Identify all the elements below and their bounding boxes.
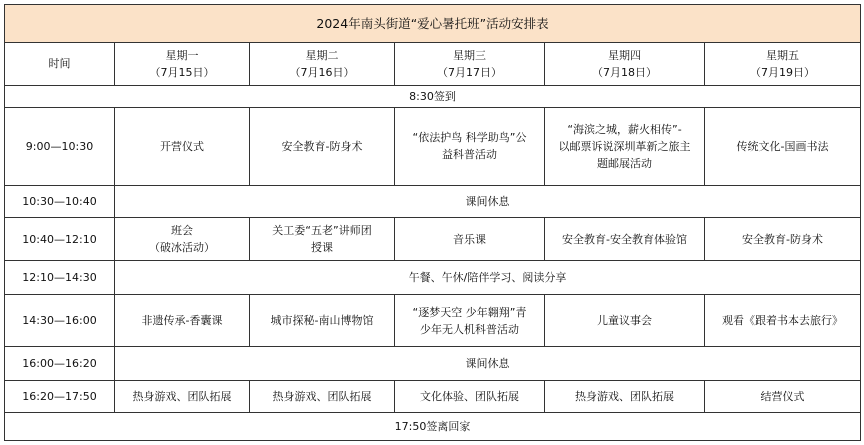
- activity-cell: 音乐课: [395, 218, 545, 260]
- activity-cell: 开营仪式: [115, 107, 250, 186]
- weekday-label: 星期一: [165, 48, 199, 62]
- activity-cell: 观看《跟着书本去旅行》: [705, 294, 861, 346]
- activity-cell: 安全教育-防身术: [705, 218, 861, 260]
- title-row: [5, 5, 861, 43]
- table-row: [5, 107, 861, 186]
- time-cell: 14:30—16:00: [5, 294, 115, 346]
- weekday-label: 星期五: [766, 48, 800, 62]
- day-header-wed: [395, 43, 545, 85]
- time-cell: 9:00—10:30: [5, 107, 115, 186]
- header-row: [5, 43, 861, 85]
- activity-cell: 结营仪式: [705, 380, 861, 412]
- break-cell: 课间休息: [115, 186, 861, 218]
- date-label: （7月17日）: [437, 65, 502, 79]
- day-header-tue: [250, 43, 395, 85]
- table-title: 2024年南头街道“爱心暑托班”活动安排表: [5, 5, 861, 43]
- table-row: [5, 218, 861, 260]
- weekday-label: 星期二: [305, 48, 339, 62]
- signin-cell: 8:30签到: [5, 85, 861, 107]
- activity-cell: “海滨之城，薪火相传”- 以邮票诉说深圳革新之旅主 题邮展活动: [545, 107, 705, 186]
- break-row: [5, 347, 861, 380]
- date-label: （7月16日）: [289, 65, 355, 79]
- time-cell: 16:00—16:20: [5, 347, 115, 380]
- activity-cell: 热身游戏、团队拓展: [545, 380, 705, 412]
- date-label: （7月19日）: [750, 65, 816, 79]
- activity-cell: 传统文化-国画书法: [705, 107, 861, 186]
- activity-cell: 安全教育-安全教育体验馆: [545, 218, 705, 260]
- lunch-cell: 午餐、午休/陪伴学习、阅读分享: [115, 260, 861, 294]
- activity-cell: 非遗传承-香囊课: [115, 294, 250, 346]
- activity-cell: 热身游戏、团队拓展: [250, 380, 395, 412]
- break-row: [5, 186, 861, 218]
- activity-cell: 安全教育-防身术: [250, 107, 395, 186]
- date-label: （7月15日）: [149, 65, 215, 79]
- activity-cell: “逐梦天空 少年翱翔”青 少年无人机科普活动: [395, 294, 545, 346]
- activity-cell: 儿童议事会: [545, 294, 705, 346]
- table-row: [5, 294, 861, 346]
- time-cell: 10:30—10:40: [5, 186, 115, 218]
- activity-cell: 热身游戏、团队拓展: [115, 380, 250, 412]
- day-header-thu: [545, 43, 705, 85]
- weekday-label: 星期三: [453, 48, 486, 62]
- break-cell: 课间休息: [115, 347, 861, 380]
- activity-cell: 城市探秘-南山博物馆: [250, 294, 395, 346]
- time-header: 时间: [5, 43, 115, 85]
- time-cell: 12:10—14:30: [5, 260, 115, 294]
- time-cell: 10:40—12:10: [5, 218, 115, 260]
- time-cell: 16:20—17:50: [5, 380, 115, 412]
- activity-cell: 班会 （破冰活动）: [115, 218, 250, 260]
- activity-cell: “依法护鸟 科学助鸟”公 益科普活动: [395, 107, 545, 186]
- activity-cell: 关工委“五老”讲师团 授课: [250, 218, 395, 260]
- signout-row: [5, 412, 861, 440]
- lunch-row: [5, 260, 861, 294]
- schedule-table: [4, 4, 861, 441]
- date-label: （7月18日）: [592, 65, 657, 79]
- activity-cell: 文化体验、团队拓展: [395, 380, 545, 412]
- day-header-fri: [705, 43, 861, 85]
- day-header-mon: [115, 43, 250, 85]
- table-row: [5, 380, 861, 412]
- signin-row: [5, 85, 861, 107]
- weekday-label: 星期四: [608, 48, 641, 62]
- signout-cell: 17:50签离回家: [5, 412, 861, 440]
